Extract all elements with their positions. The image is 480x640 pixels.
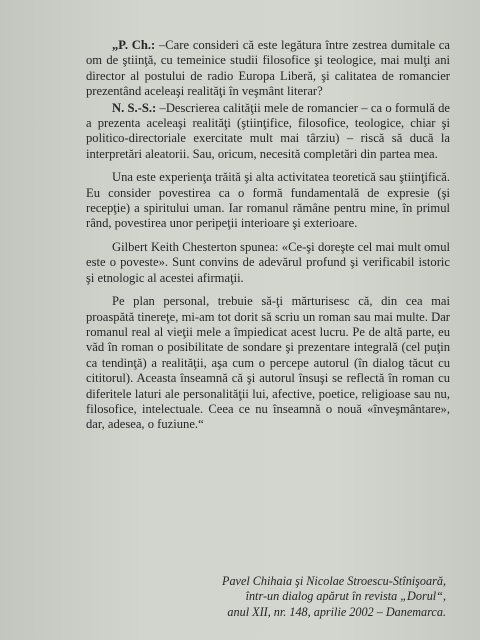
paragraph: Gilbert Keith Chesterton spunea: «Ce-şi doreşte cel mai mult omul este o poveste». Sunt convins de adevărul profund şi verificabil istoric şi etnologic al acestei afirmaţii. xyxy=(86,239,450,285)
signature-line: într-un dialog apărut în revista „Dorul“, xyxy=(245,589,446,604)
signature-line: Pavel Chihaia şi Nicolae Stroescu-Stînişoară, xyxy=(222,574,446,588)
paragraph: Una este experienţa trăită şi alta activitatea teoretică sau ştiinţifică. Eu consider povestirea ca o formă fundamentală de expresie (şi recepţie) a spiritului uman. Iar romanul rămâne pentru mine, în primul rând, povestirea unor peripeţii interioare şi exterioare. xyxy=(86,170,450,231)
speaker-label: N. S.-S.: xyxy=(112,100,157,115)
dialog-text: –Descrierea calităţii mele de romancier – ca o formulă de a prezenta aceleaşi realităţi (ştiinţifice, filosofice, teologice, chiar şi politico-directoriale exercitate mult mai târziu) – riscă să ducă la interpretări aleatorii. Sau, oricum, necesită completări din partea mea. xyxy=(86,100,450,161)
signature-line: anul XII, nr. 148, aprilie 2002 – Danemarca. xyxy=(227,604,446,619)
dialog-question xyxy=(86,38,450,100)
citation-signature xyxy=(86,574,446,620)
dialog-text: –Care consideri că este legătura între zestrea dumitale ca om de ştiinţă, cu temeinice studii filosofice şi teologice, mai mulţi ani director al postului de radio Europa Liberă, şi calitatea de romancier prezentând aceleaşi realităţi în veşmânt literar? xyxy=(86,38,450,99)
dialog-answer xyxy=(86,101,450,163)
interview-text xyxy=(86,38,450,433)
paragraph: Pe plan personal, trebuie să-ţi mărturisesc că, din cea mai proaspătă tinereţe, mi-am tot dorit să scriu un roman sau mai multe. Dar romanul real al vieţii mele a împiedicat acest lucru. Pe de altă parte, eu văd în roman o posibilitate de sondare şi prezentare integrală (cel puţin ca tendinţă) a realităţii, aşa cum o percepe autorul (în dialog tăcut cu cititorul). Aceasta înseamnă că şi autorul însuşi se reflectă în roman cu diferitele laturi ale personalităţii lui, afective, poetice, religioase sau nu, filosofice, intelectuale. Ceea ce nu înseamnă o nouă «înveşmântare», dar, adesea, o fuziune.“ xyxy=(86,294,450,432)
speaker-label: „P. Ch.: xyxy=(112,38,156,52)
